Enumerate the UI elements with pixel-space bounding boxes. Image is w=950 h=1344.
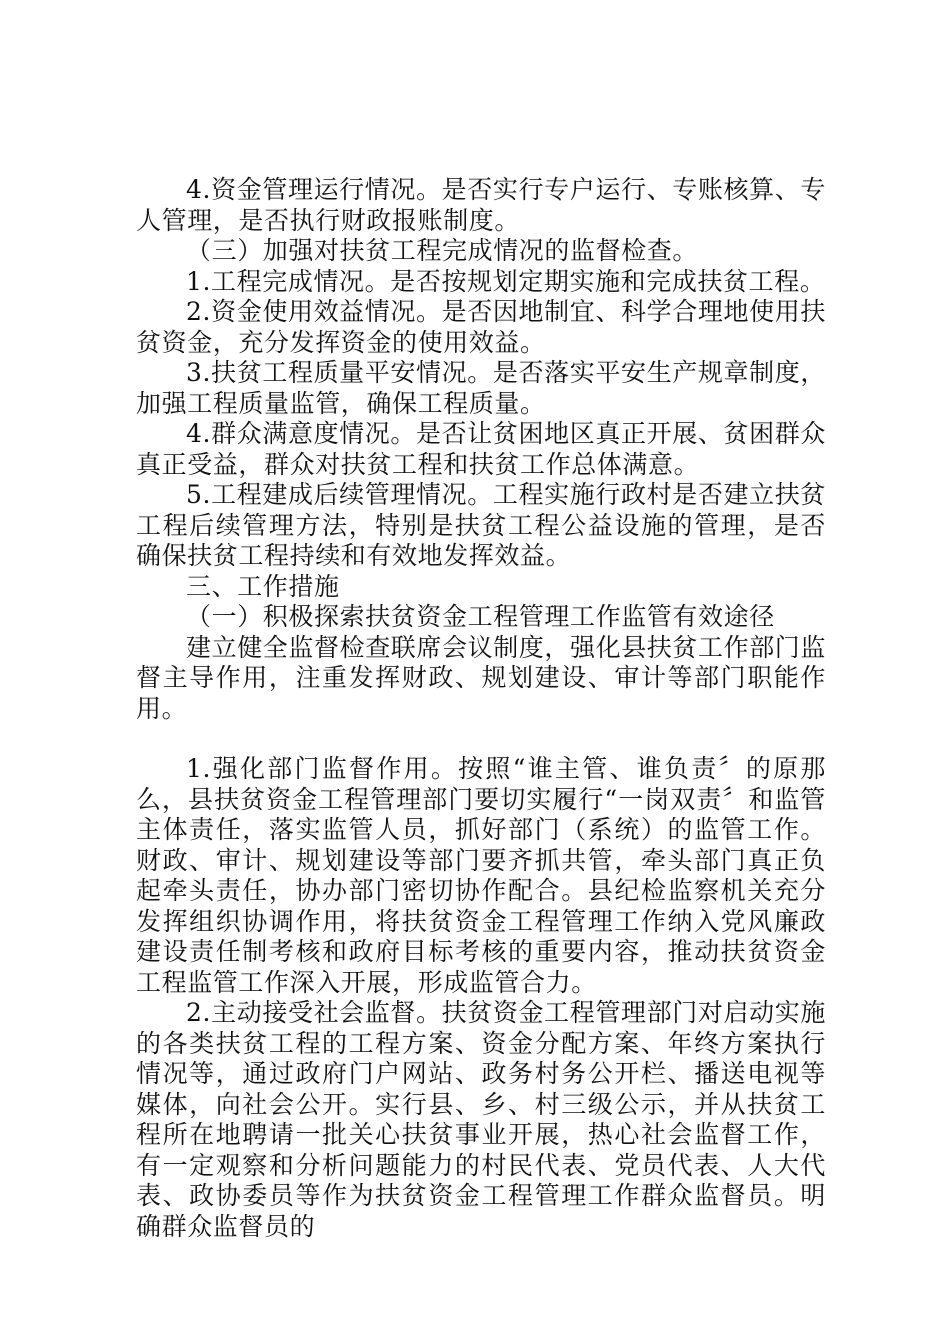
document-body: [136, 175, 826, 1242]
subsection-heading-explore: （一）积极探索扶贫资金工程管理工作监管有效途径: [186, 602, 775, 631]
paragraph-fund-efficiency: 2.资金使用效益情况。是否因地制宜、科学合理地使用扶贫资金，充分发挥资金的使用效益。: [136, 297, 826, 357]
paragraph-department-supervision: 1.强化部门监督作用。按照“谁主管、谁负责〞的原那么，县扶贫资金工程管理部门要切实履行“一岗双责〞和监管主体责任，落实监管人员，抓好部门（系统）的监管工作。财政、审计、规划建设等部门要齐抓共管，牵头部门真正负起牵头责任，协办部门密切协作配合。县纪检监察机关充分发挥组织协调作用，将扶贫资金工程管理工作纳入党风廉政建设责任制考核和政府目标考核的重要内容，推动扶贫资金工程监管工作深入开展，形成监管合力。: [136, 754, 826, 997]
paragraph-social-supervision: 2.主动接受社会监督。扶贫资金工程管理部门对启动实施的各类扶贫工程的工程方案、资金分配方案、年终方案执行情况等，通过政府门户网站、政务村务公开栏、播送电视等媒体，向社会公开。实行县、乡、村三级公示，并从扶贫工程所在地聘请一批关心扶贫事业开展，热心社会监督工作，有一定观察和分析问题能力的村民代表、党员代表、人大代表、政协委员等作为扶贫资金工程管理工作群众监督员。明确群众监督员的: [136, 998, 826, 1241]
paragraph-fund-management: 4.资金管理运行情况。是否实行专户运行、专账核算、专人管理，是否执行财政报账制度。: [136, 175, 826, 235]
paragraph-heading-supervision: （三）加强对扶贫工程完成情况的监督检查。: [186, 236, 699, 265]
paragraph-quality-safety: 3.扶贫工程质量平安情况。是否落实平安生产规章制度，加强工程质量监管，确保工程质量。: [136, 358, 826, 418]
paragraph-satisfaction: 4.群众满意度情况。是否让贫困地区真正开展、贫困群众真正受益，群众对扶贫工程和扶贫工作总体满意。: [136, 419, 826, 479]
paragraph-project-completion: 1.工程完成情况。是否按规划定期实施和完成扶贫工程。: [186, 266, 826, 296]
paragraph-joint-meeting: 建立健全监督检查联席会议制度，强化县扶贫工作部门监督主导作用，注重发挥财政、规划建设、审计等部门职能作用。: [136, 632, 827, 723]
paragraph-follow-up-management: 5.工程建成后续管理情况。工程实施行政村是否建立扶贫工程后续管理方法，特别是扶贫工程公益设施的管理，是否确保扶贫工程持续和有效地发挥效益。: [136, 480, 826, 570]
section-heading-measures: 三、工作措施: [186, 571, 340, 601]
